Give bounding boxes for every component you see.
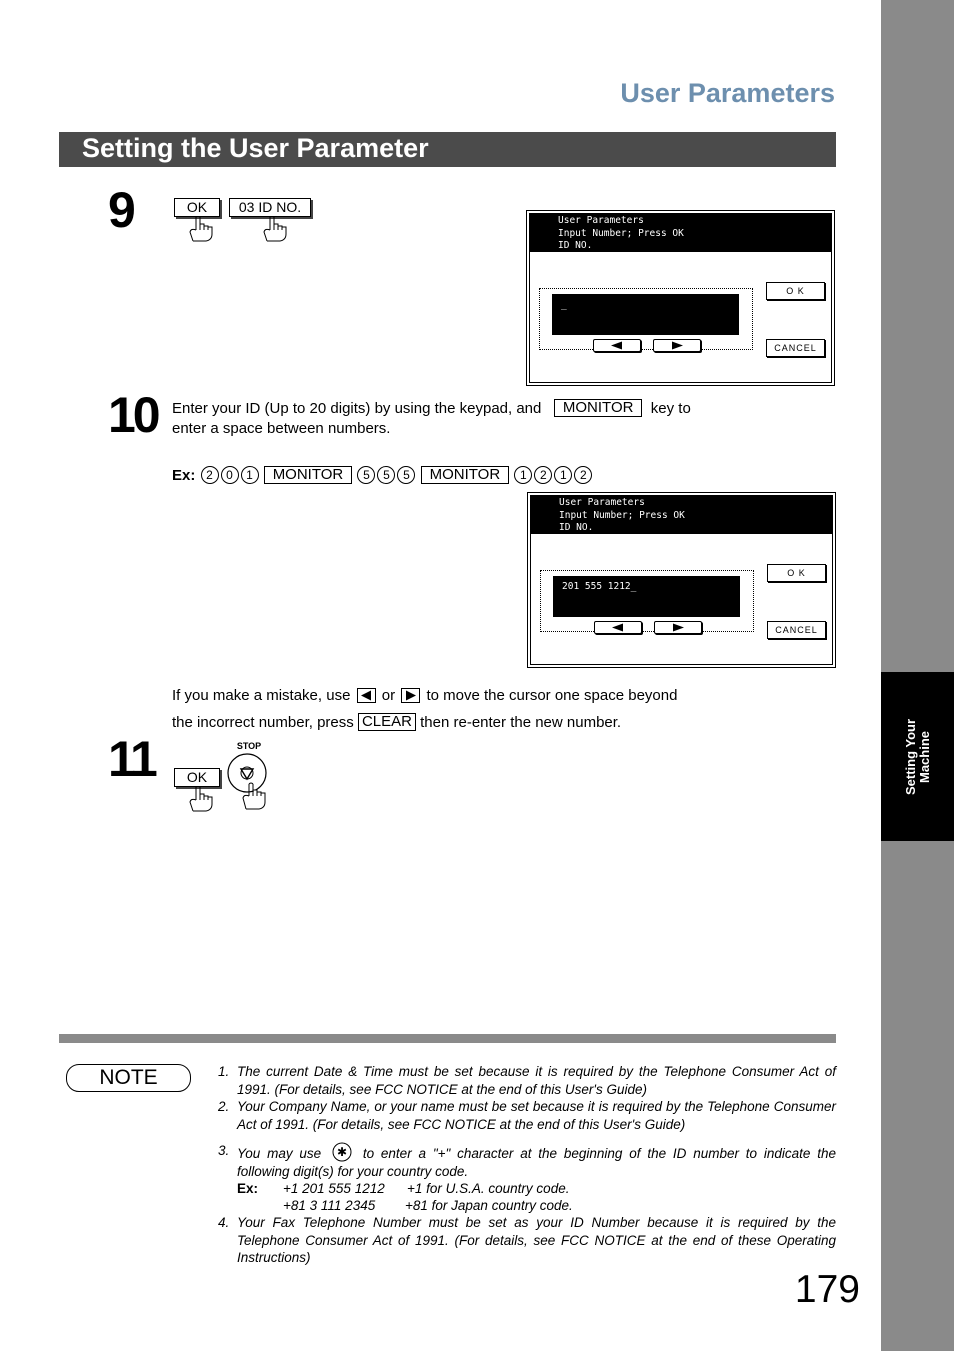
step-10-text-before: Enter your ID (Up to 20 digits) by using the keypad, and bbox=[172, 400, 542, 417]
note-item-2 bbox=[218, 1098, 836, 1133]
lcd-left-arrow-button[interactable] bbox=[593, 339, 641, 352]
note-example-desc-2: +81 for Japan country code. bbox=[405, 1198, 573, 1213]
right-arrow-key-icon[interactable] bbox=[401, 688, 420, 703]
lcd-line-2: Input Number; Press OK bbox=[559, 509, 685, 521]
lcd-cancel-button[interactable]: CANCEL bbox=[767, 621, 826, 639]
mistake-text-4: then re-enter the new number. bbox=[420, 714, 622, 731]
ok-key[interactable]: OK bbox=[174, 768, 220, 787]
note-example-number-2: +81 3 111 2345 bbox=[283, 1198, 376, 1213]
left-arrow-key-icon[interactable] bbox=[357, 688, 376, 703]
step-10-text-line2: enter a space between numbers. bbox=[172, 420, 391, 437]
monitor-key[interactable]: MONITOR bbox=[554, 399, 643, 417]
left-arrow-icon bbox=[595, 622, 641, 633]
lcd-line-2: Input Number; Press OK bbox=[558, 227, 684, 239]
lcd-line-3: ID NO. bbox=[559, 522, 594, 533]
note-item-3 bbox=[218, 1142, 836, 1215]
note-example-desc-1: +1 for U.S.A. country code. bbox=[407, 1181, 570, 1196]
digit-key[interactable]: 2 bbox=[574, 466, 592, 484]
page-number: 179 bbox=[794, 1268, 860, 1311]
lcd-header bbox=[531, 496, 832, 534]
digit-key[interactable]: 5 bbox=[377, 466, 395, 484]
note-item-4 bbox=[218, 1214, 836, 1267]
svg-text:✱: ✱ bbox=[336, 1145, 348, 1159]
footer-rule bbox=[59, 1034, 836, 1043]
digit-key[interactable]: 5 bbox=[357, 466, 375, 484]
chapter-tab-line2: Machine bbox=[916, 730, 932, 783]
clear-key[interactable]: CLEAR bbox=[358, 713, 416, 731]
digit-key[interactable]: 1 bbox=[554, 466, 572, 484]
section-heading: User Parameters bbox=[620, 78, 835, 108]
lcd-screen-id-entered bbox=[527, 492, 836, 668]
digit-key[interactable]: 0 bbox=[221, 466, 239, 484]
monitor-key[interactable]: MONITOR bbox=[421, 466, 510, 484]
mistake-or: or bbox=[381, 687, 396, 704]
right-arrow-icon bbox=[655, 622, 701, 633]
example-label: Ex: bbox=[172, 467, 196, 484]
note-example-label: Ex: bbox=[237, 1181, 259, 1196]
lcd-line-1: User Parameters bbox=[558, 215, 644, 226]
step-9-number: 9 bbox=[108, 182, 133, 238]
chapter-tab-line1: Setting Your bbox=[902, 718, 918, 795]
mistake-text-3: the incorrect number, press bbox=[172, 714, 354, 731]
pointing-hand-icon bbox=[187, 216, 215, 242]
note-item-1 bbox=[218, 1063, 836, 1098]
step-10-number: 10 bbox=[108, 387, 158, 443]
digit-key[interactable]: 5 bbox=[397, 466, 415, 484]
lcd-left-arrow-button[interactable] bbox=[594, 621, 642, 634]
lcd-right-arrow-button[interactable] bbox=[653, 339, 701, 352]
lcd-screen-id-entry bbox=[526, 210, 835, 386]
note-example-number-1: +1 201 555 1212 bbox=[283, 1181, 385, 1196]
note-text: The current Date & Time must be set because it is required by the Telephone Consumer Act of 1991. (For details, see FCC NOTICE at the end of this User's Guide) bbox=[237, 1064, 836, 1097]
lcd-line-3: ID NO. bbox=[558, 240, 593, 251]
chapter-tab-label bbox=[881, 672, 954, 841]
note-number: 4. bbox=[218, 1215, 230, 1230]
mistake-text-1: If you make a mistake, use bbox=[172, 687, 351, 704]
lcd-cancel-button[interactable]: CANCEL bbox=[766, 339, 825, 357]
digit-key[interactable]: 1 bbox=[514, 466, 532, 484]
digit-key[interactable]: 1 bbox=[241, 466, 259, 484]
note-badge: NOTE bbox=[66, 1064, 191, 1092]
mistake-instruction bbox=[172, 682, 732, 736]
mistake-text-2: to move the cursor one space beyond bbox=[426, 687, 678, 704]
lcd-line-1: User Parameters bbox=[559, 497, 645, 508]
note-text: Your Fax Telephone Number must be set as your ID Number because it is required by the Telephone Consumer Act of 1991. (For details, see FCC NOTICE at the end of these Operating Instructions) bbox=[237, 1215, 836, 1265]
step-11-number: 11 bbox=[108, 731, 155, 787]
note-text-after: to enter a "+" character at the beginning of the ID number to indicate the following digit(s) for your country code. bbox=[237, 1146, 836, 1179]
note-text: Your Company Name, or your name must be set because it is required by the Telephone Consumer Act of 1991. (For details, see FCC NOTICE at the end of this User's Guide) bbox=[237, 1099, 836, 1132]
asterisk-key-icon[interactable] bbox=[332, 1142, 352, 1162]
lcd-right-arrow-button[interactable] bbox=[654, 621, 702, 634]
step-10-text-after: key to bbox=[650, 400, 691, 417]
step-10-example bbox=[172, 466, 593, 486]
lcd-header bbox=[530, 214, 831, 252]
lcd-input-field[interactable]: 201 555 1212_ bbox=[553, 576, 740, 617]
monitor-key[interactable]: MONITOR bbox=[264, 466, 353, 484]
note-number: 2. bbox=[218, 1099, 230, 1114]
page-title: Setting the User Parameter bbox=[82, 133, 429, 163]
note-number: 1. bbox=[218, 1064, 230, 1079]
pointing-hand-icon bbox=[187, 786, 215, 812]
id-no-key[interactable]: 03 ID NO. bbox=[229, 198, 311, 217]
left-arrow-icon bbox=[594, 340, 640, 351]
pointing-hand-icon bbox=[261, 216, 289, 242]
right-arrow-icon bbox=[654, 340, 700, 351]
ok-key[interactable]: OK bbox=[174, 198, 220, 217]
note-text-before: You may use bbox=[237, 1146, 322, 1161]
step-10-instruction bbox=[172, 399, 732, 439]
lcd-ok-button[interactable]: O K bbox=[767, 564, 826, 582]
digit-key[interactable]: 2 bbox=[534, 466, 552, 484]
lcd-ok-button[interactable]: O K bbox=[766, 282, 825, 300]
lcd-input-field[interactable]: _ bbox=[552, 294, 739, 335]
note-number: 3. bbox=[218, 1143, 230, 1158]
digit-key[interactable]: 2 bbox=[201, 466, 219, 484]
stop-label: STOP bbox=[236, 741, 262, 751]
stop-button-icon[interactable] bbox=[227, 752, 269, 812]
